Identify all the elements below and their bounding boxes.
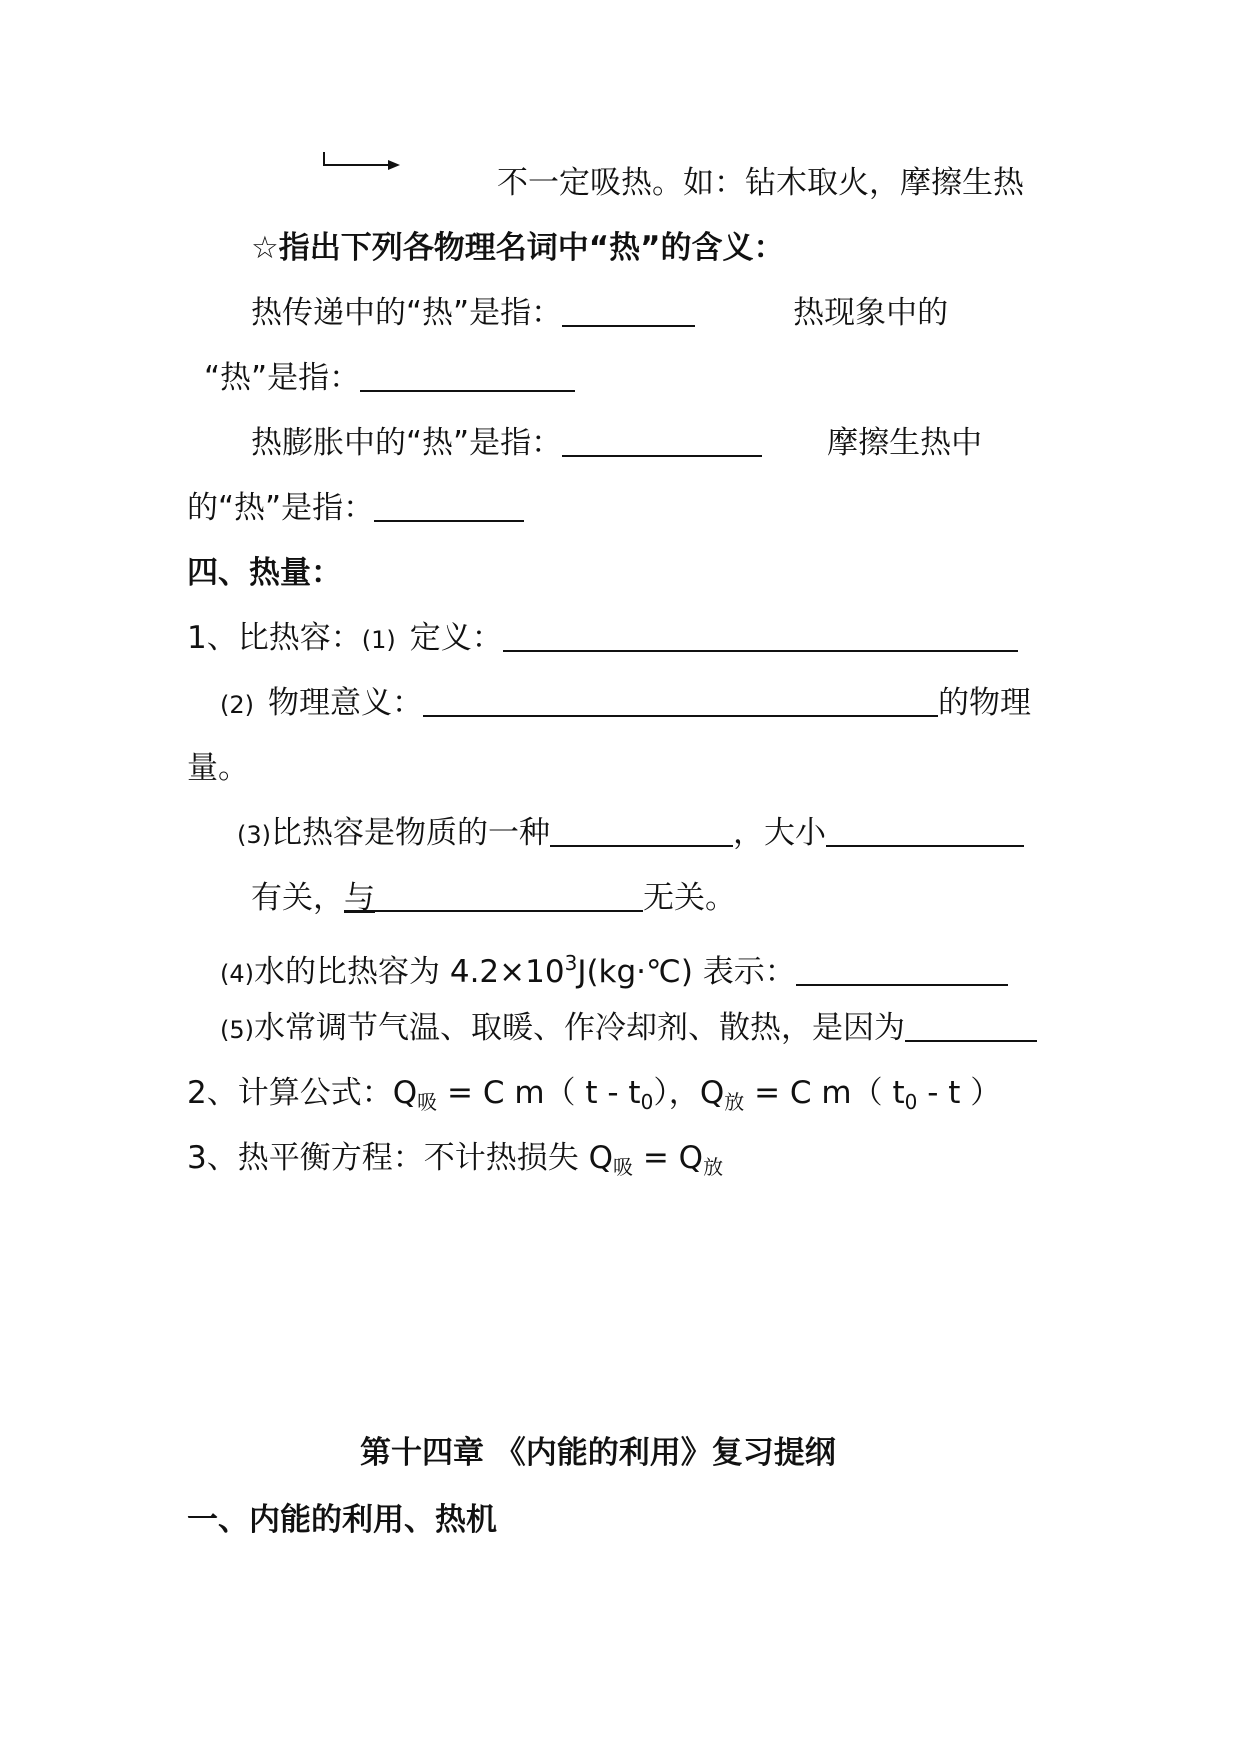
chapter14-section1: 一、内能的利用、热机 xyxy=(187,1502,497,1538)
heat-phenomenon-line: “热”是指： xyxy=(204,358,575,398)
heat-transfer-line: 热传递中的“热”是指： 热现象中的 xyxy=(251,295,949,331)
chapter14-title: 第十四章 《内能的利用》复习提纲 xyxy=(360,1435,836,1471)
arrow-note-text: 不一定吸热。如：钻木取火，摩擦生热 xyxy=(497,165,1024,201)
meaning-blank[interactable] xyxy=(423,685,938,717)
balance-line: 3、热平衡方程：不计热损失 $Q_吸 = Q_放$ xyxy=(187,1140,724,1179)
arrow-note xyxy=(497,163,1024,203)
friction-line: 的“热”是指： xyxy=(187,488,524,528)
bracket-arrow-icon xyxy=(322,150,402,180)
item3-line: (3)比热容是物质的一种 ，大小 xyxy=(237,813,1024,855)
section4-title: 四、热量： xyxy=(187,555,342,591)
heat-meaning-heading: ☆指出下列各物理名词中“热”的含义： xyxy=(251,230,785,266)
expansion-blank[interactable] xyxy=(562,425,762,457)
reason-blank[interactable] xyxy=(905,1010,1037,1042)
item1-line: 1、比热容：(1) 定义： xyxy=(187,618,1018,660)
property-blank[interactable] xyxy=(550,815,733,847)
item4-line: (4)水的比热容为 $4.2\times 10^3J(kg\cdot℃)$ 表示： xyxy=(220,943,1008,994)
item2-cont: 量。 xyxy=(187,750,249,786)
friction-blank[interactable] xyxy=(374,490,524,522)
water-meaning-blank[interactable] xyxy=(796,954,1008,986)
item3-line2: 有关，与 无关。 xyxy=(251,880,736,916)
independent-blank[interactable] xyxy=(375,880,643,912)
formula-line: 2、计算公式：$Q_吸 = C$ m（ t - $t_0$），$Q_放 = C$ m（ $t_0$ - t ） xyxy=(187,1075,1002,1114)
depends-blank[interactable] xyxy=(826,815,1024,847)
item5-line: (5)水常调节气温、取暖、作冷却剂、散热，是因为 xyxy=(220,1008,1037,1050)
heat-transfer-blank[interactable] xyxy=(562,295,695,327)
heat-phenomenon-blank[interactable] xyxy=(360,360,575,392)
definition-blank[interactable] xyxy=(503,620,1018,652)
expansion-line: 热膨胀中的“热”是指： 摩擦生热中 xyxy=(251,425,983,461)
item2-line: (2) 物理意义： 的物理 xyxy=(220,685,1031,721)
